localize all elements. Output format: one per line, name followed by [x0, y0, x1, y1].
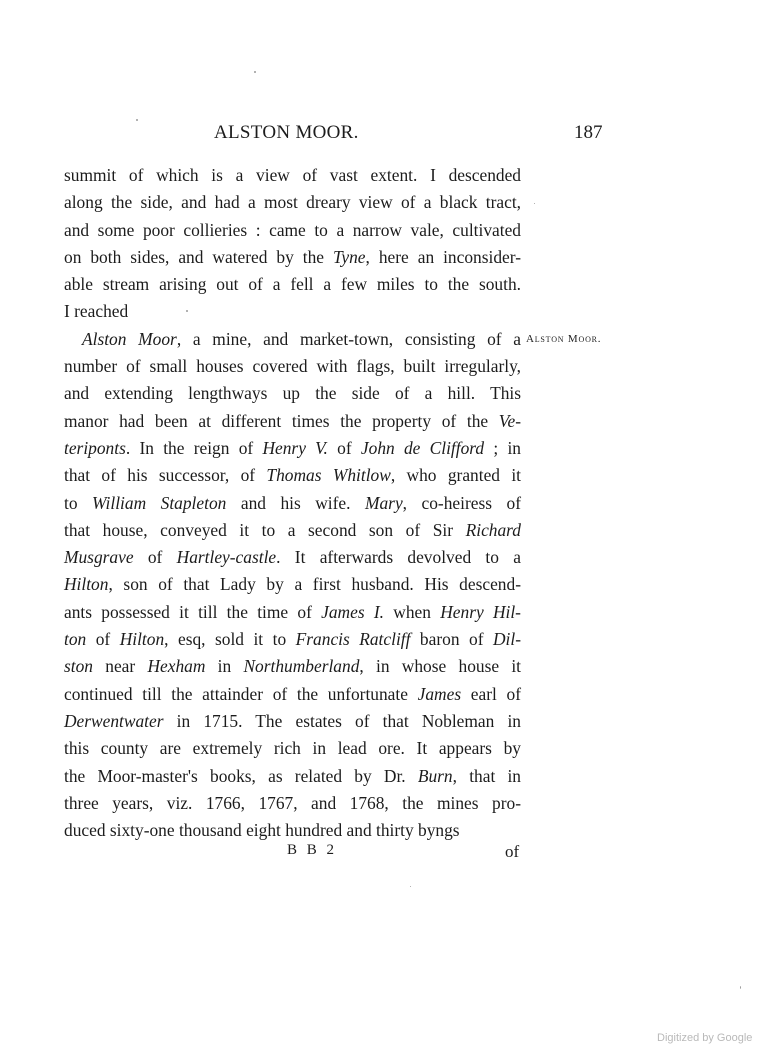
italic-phrase: William Stapleton [92, 492, 227, 513]
italic-phrase: Thomas Whitlow [266, 465, 391, 486]
text-run: of [86, 629, 120, 650]
text-run: that house, conveyed it to a second son of Sir [64, 519, 466, 540]
text-line [64, 626, 521, 653]
text-line [64, 353, 521, 380]
text-line [64, 517, 521, 544]
italic-phrase: Hilton [119, 629, 165, 650]
text-run: of [327, 437, 361, 458]
catchword: of [505, 842, 520, 861]
text-run: , that in [452, 765, 521, 786]
text-run: when [384, 601, 441, 622]
text-run: able stream arising out of a fell a few miles to the south. [64, 274, 521, 295]
text-run: three years, viz. 1766, 1767, and 1768, the mines pro- [64, 792, 521, 813]
text-line [64, 571, 521, 598]
italic-phrase: Hartley-castle [176, 547, 277, 568]
text-run: ; in [484, 437, 521, 458]
italic-phrase: Derwentwater [64, 710, 164, 731]
italic-phrase: James I. [321, 601, 385, 622]
text-run: this county are extremely rich in lead ore. It appears by [64, 738, 521, 759]
digitization-watermark: Digitized by Google [657, 1032, 753, 1044]
text-line [64, 599, 521, 626]
italic-phrase: James [417, 683, 462, 704]
text-line [64, 326, 521, 353]
text-run: , son of that Lady by a first husband. His descend- [108, 574, 521, 595]
text-line [64, 244, 521, 271]
italic-phrase: Musgrave [64, 547, 134, 568]
text-run: manor had been at different times the property of the [64, 410, 499, 431]
text-run: , a mine, and market-town, consisting of a [176, 328, 522, 349]
text-line [64, 462, 521, 489]
paper-speck [254, 71, 256, 73]
text-line [64, 217, 521, 244]
text-run: I reached [64, 301, 129, 322]
text-run: to [64, 492, 93, 513]
italic-phrase: teriponts [64, 437, 126, 458]
italic-phrase: Mary [365, 492, 403, 513]
text-line [64, 708, 521, 735]
italic-phrase: Hilton [64, 574, 109, 595]
text-run: . It afterwards devolved to a [276, 547, 521, 568]
text-run: and some poor collieries : came to a narrow vale, cultivated [64, 219, 521, 240]
text-run: summit of which is a view of vast extent. I descended [64, 165, 521, 185]
text-line [64, 763, 521, 790]
italic-phrase: Hexham [147, 656, 206, 677]
italic-phrase: Tyne [333, 246, 366, 267]
text-line [64, 790, 521, 817]
italic-phrase: Francis Ratcliff [295, 629, 411, 650]
text-run: baron of [410, 629, 493, 650]
text-run: along the side, and had a most dreary view of a black tract, [64, 192, 521, 213]
text-line [64, 817, 521, 844]
italic-phrase: Richard [465, 519, 521, 540]
italic-phrase: ston [64, 656, 93, 677]
text-run: continued till the attainder of the unfortunate [64, 683, 418, 704]
text-run: ants possessed it till the time of [64, 601, 322, 622]
text-run: of [133, 547, 177, 568]
text-run: and his wife. [226, 492, 365, 513]
text-line [64, 162, 521, 189]
text-line [64, 544, 521, 571]
paper-speck [410, 886, 411, 887]
italic-phrase: Burn [417, 765, 453, 786]
signature-mark: B B 2 [287, 842, 338, 858]
paper-speck [534, 203, 535, 204]
italic-phrase: John de Clifford [360, 437, 485, 458]
page-number: 187 [574, 122, 603, 143]
text-run: and extending lengthways up the side of a hill. This [64, 383, 521, 404]
text-line [64, 653, 521, 680]
text-run: that of his successor, of [64, 465, 267, 486]
text-line [64, 189, 521, 216]
text-run: , here an inconsider- [365, 246, 521, 267]
italic-phrase: Henry V. [262, 437, 328, 458]
text-run: number of small houses covered with flags, built irregularly, [64, 356, 521, 377]
text-run: , who granted it [390, 465, 521, 486]
text-run: near [93, 656, 148, 677]
text-run: on both sides, and watered by the [64, 246, 333, 267]
text-run: in [205, 656, 244, 677]
text-line [64, 681, 521, 708]
body-text [64, 162, 521, 844]
text-line [64, 435, 521, 462]
text-run: , esq, sold it to [164, 629, 296, 650]
running-head-title: ALSTON MOOR. [214, 122, 359, 143]
italic-phrase: ton [64, 629, 87, 650]
text-line [64, 298, 521, 325]
text-run: . In the reign of [125, 437, 263, 458]
margin-note: Alston Moor. [526, 333, 602, 345]
text-line [64, 271, 521, 298]
italic-phrase: Ve- [498, 410, 521, 431]
text-line [64, 408, 521, 435]
italic-phrase: Dil- [492, 629, 521, 650]
paper-speck [136, 119, 138, 121]
text-line [64, 735, 521, 762]
italic-phrase: Henry Hil- [440, 601, 521, 622]
text-run: duced sixty-one thousand eight hundred and thirty byngs [64, 820, 460, 841]
paper-speck [186, 310, 188, 312]
text-run: , co-heiress of [402, 492, 522, 513]
text-line [64, 380, 521, 407]
italic-phrase: Northumberland [243, 656, 360, 677]
text-run: , in whose house it [359, 656, 521, 677]
text-line [64, 490, 521, 517]
paper-speck [740, 986, 741, 989]
text-run: earl of [461, 683, 521, 704]
text-run: the Moor-master's books, as related by Dr. [64, 765, 418, 786]
text-run: in 1715. The estates of that Nobleman in [163, 710, 521, 731]
italic-phrase: Alston Moor [82, 328, 177, 349]
